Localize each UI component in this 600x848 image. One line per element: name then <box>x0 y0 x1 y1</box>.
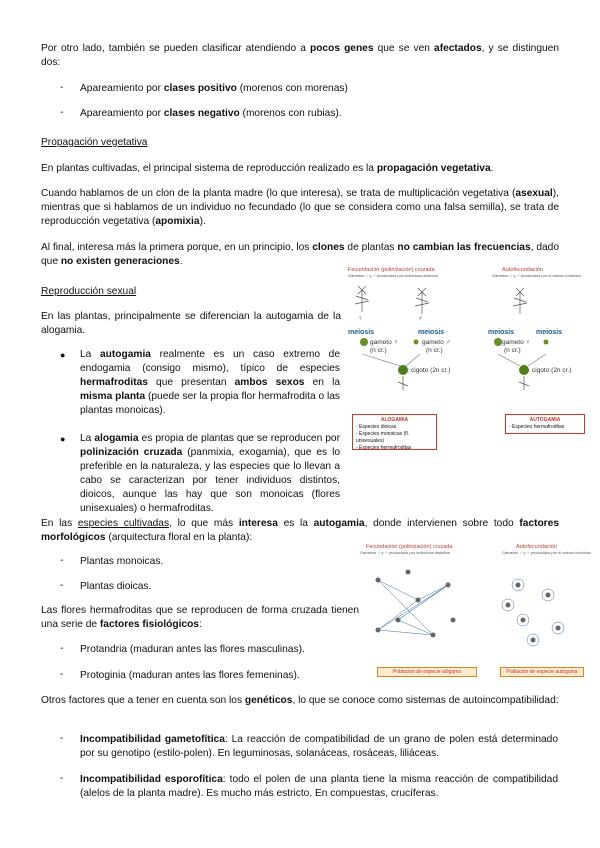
plant-icon <box>355 286 527 314</box>
figure-fecundacion <box>340 262 582 437</box>
fig1-zig-r: cigoto (2n cr.) <box>532 367 572 374</box>
autogama-label-box: Población de especie autógama <box>500 667 584 677</box>
dash-bullet: - <box>60 555 64 566</box>
fig2-left-title: Fecundación (polinización) cruzada <box>366 544 453 550</box>
fig1-meiosis-r1: meiosis <box>488 329 515 336</box>
sex-paragraph: En las plantas, principalmente se diferencian la autogamia de la alogamia. <box>41 311 341 336</box>
svg-text:♂: ♂ <box>418 315 423 322</box>
item-protandria: Protandria (maduran antes las flores masculinas). <box>80 644 305 655</box>
heading-propagacion: Propagación vegetativa <box>41 137 148 148</box>
incompatibilidad-esporofitica: Incompatibilidad esporofítica: todo el polen de una planta tiene la misma reacción de compatibilidad (alelos de la planta madre). Es mucho más estricto. En compuestas, crucíferas. <box>80 774 559 799</box>
bullet-dot: ● <box>60 350 66 360</box>
apareamiento-negativo: Apareamiento por clases negativo (morenos con rubias). <box>80 108 342 119</box>
autogamia-box: AUTOGAMIA - Especies hermafroditas <box>505 414 585 434</box>
fig1-n-l: (n cr.) <box>370 347 387 354</box>
veg-paragraph-1: En plantas cultivadas, el principal sistema de reproducción realizado es la propagación vegetativa. <box>41 163 494 174</box>
fig1-n-l2: (n cr.) <box>504 347 521 354</box>
hermafroditas-paragraph: Las flores hermafroditas que se reproducen de forma cruzada tienen una serie de factores fisiológicos: <box>41 605 359 630</box>
fig1-zig-l: cigoto (2n cr.) <box>411 367 451 374</box>
fig1-meiosis-mid: meiosis <box>418 329 445 336</box>
fig1-right-sub: Gametos ♀ y ♂ producidos por el mismo individuo <box>492 273 582 278</box>
fig2-right-title: Autofecundación <box>516 544 557 550</box>
heading-reproduccion: Reproducción sexual <box>41 286 137 297</box>
geneticos-paragraph: Otros factores que a tener en cuenta son los genéticos, lo que se conoce como sistemas de autoincompatibilidad: <box>41 695 559 706</box>
incompatibilidad-gametofitica: Incompatibilidad gametofítica: La reacción de compatibilidad de un grano de polen está determinado por su genotipo (estilo-polen). En leguminosas, solanáceas, rosáceas, liliáceas. <box>80 734 558 759</box>
apareamiento-positivo: Apareamiento por clases positivo (morenos con morenas) <box>80 83 348 94</box>
zygote-dot <box>398 365 408 375</box>
alogamia-box: ALOGAMIA - Especies dioicas - Especies monoicas (fl. unisexuales) - Especies hermafroditas <box>352 414 437 450</box>
zygote-dot <box>519 365 529 375</box>
fig1-gam-f: gameto ♀ <box>370 339 399 346</box>
intro-paragraph: Por otro lado, también se pueden clasificar atendiendo a pocos genes que se ven afectados, y se distinguen dos: <box>41 43 559 68</box>
fecundacion-diagram <box>340 262 582 437</box>
poblaciones-diagram <box>358 540 592 665</box>
dash-bullet: - <box>60 82 64 93</box>
fig1-left-sub: Gametos ♀ y ♂ producidos por individuos distintos <box>348 273 438 278</box>
bullet-dot: ● <box>60 434 66 444</box>
dash-bullet: - <box>60 580 64 591</box>
cross-network <box>378 580 448 635</box>
dash-bullet: - <box>60 107 64 118</box>
fig1-gam-f2: gameto ♀ <box>502 339 531 346</box>
item-protoginia: Protoginia (maduran antes las flores femeninas). <box>80 670 300 681</box>
cultivadas-paragraph: En las especies cultivadas, lo que más interesa es la autogamia, donde intervienen sobre todo factores morfológicos (arquitectura floral en la planta): <box>41 518 559 543</box>
dash-bullet: - <box>60 733 64 744</box>
alogama-label-box: Población de especie alógama <box>377 667 477 677</box>
fig1-right-title: Autofecundación <box>502 267 543 273</box>
veg-paragraph-2: Cuando hablamos de un clon de la planta madre (lo que interesa), se trata de multiplicación vegetativa (asexual), mientras que si hablamos de un individuo no fecundado (lo que se considera como una falsa semilla), se trata de reproducción vegetativa (apomixia). <box>41 188 559 227</box>
autogamia-bullet: La autogamia realmente es un caso extremo de endogamia (consigo mismo), típico de especies hermafroditas que presentan ambos sexos en la misma planta (puede ser la propia flor hermafrodita o las plantas monoicas). <box>80 349 340 416</box>
fig1-gam-m: gameto ♂ <box>422 339 451 346</box>
figure-poblaciones <box>358 540 592 665</box>
svg-text:♀: ♀ <box>358 315 363 322</box>
item-monoicas: Plantas monoicas. <box>80 556 164 567</box>
dash-bullet: - <box>60 773 64 784</box>
alogamia-bullet-start: La alogamia es propia de plantas que se reproducen por polinización cruzada (panmixia, exogamia), que es lo preferible en la naturaleza, y las especies que lo llevan a cabo se caracterizan por tener individuos distintos, dioicos, aunque las hay que son monoicas (flores unisexuales) o hermafroditas. <box>80 433 340 514</box>
fig2-left-sub: Gametos ♀ y ♂ producidos por individuos distintos <box>360 550 450 555</box>
self-loops <box>502 579 564 646</box>
fig1-n-r: (n cr.) <box>426 347 443 354</box>
veg-paragraph-3: Al final, interesa más la primera porque, en un principio, los clones de plantas no cambian las frecuencias, dado que no existen generaciones. <box>41 242 560 267</box>
item-dioicas: Plantas dioicas. <box>80 581 152 592</box>
fig1-meiosis-left: meiosis <box>348 329 375 336</box>
dash-bullet: - <box>60 669 64 680</box>
plant-markers-auto <box>506 583 561 643</box>
fig2-right-sub: Gametos ♀ y ♂ producidos por el mismo individuo <box>502 550 592 555</box>
dash-bullet: - <box>60 643 64 654</box>
fig1-meiosis-r2: meiosis <box>536 329 563 336</box>
fig1-left-title: Fecundación (polinización) cruzada <box>348 267 435 273</box>
